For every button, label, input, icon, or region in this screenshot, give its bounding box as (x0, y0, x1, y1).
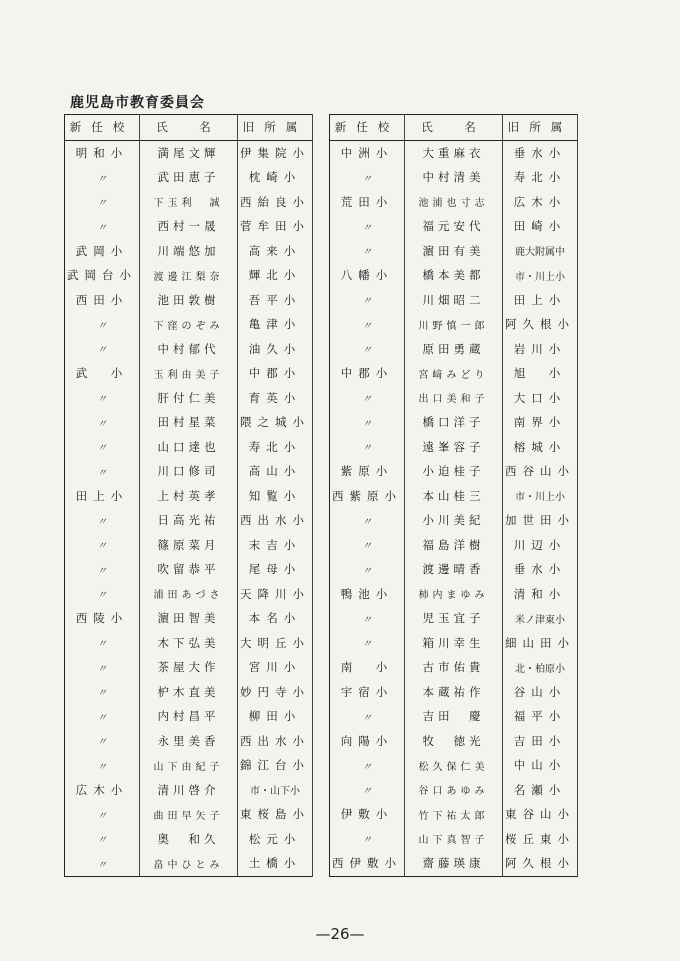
new-school-cell: 〃 (65, 337, 140, 362)
previous-school-cell: 東谷山小 (503, 802, 578, 827)
name-cell: 吉田 慶 (405, 704, 503, 729)
previous-school-cell: 柳田小 (238, 704, 313, 729)
table-row (330, 214, 578, 239)
previous-school-cell: 菅牟田小 (238, 214, 313, 239)
name-cell: 齋藤瑛康 (405, 851, 503, 876)
previous-school-cell: 天降川小 (238, 582, 313, 607)
new-school-cell: 〃 (330, 239, 405, 264)
name-cell: 奥 和久 (140, 827, 238, 852)
previous-school-cell: 輝北小 (238, 263, 313, 288)
new-school-cell: 〃 (65, 410, 140, 435)
table-row (65, 606, 313, 631)
name-cell: 田村星菜 (140, 410, 238, 435)
new-school-cell: 〃 (65, 386, 140, 411)
previous-school-cell: 高山小 (238, 459, 313, 484)
new-school-cell: 西紫原小 (330, 484, 405, 509)
table-row (330, 165, 578, 190)
table-row (65, 557, 313, 582)
new-school-cell: 〃 (65, 508, 140, 533)
previous-school-cell: 岩川小 (503, 337, 578, 362)
previous-school-cell: 南界小 (503, 410, 578, 435)
new-school-cell: 〃 (65, 680, 140, 705)
table-row (65, 312, 313, 337)
name-cell: 内村昌平 (140, 704, 238, 729)
previous-school-cell: 阿久根小 (503, 851, 578, 876)
previous-school-cell: 寿北小 (238, 435, 313, 460)
table-row (65, 410, 313, 435)
new-school-cell: 〃 (65, 165, 140, 190)
new-school-cell: 〃 (65, 631, 140, 656)
table-row (330, 140, 578, 165)
name-cell: 畠中ひとみ (140, 851, 238, 876)
previous-school-cell: 垂水小 (503, 140, 578, 165)
previous-school-cell: 松元小 (238, 827, 313, 852)
new-school-cell: 西伊敷小 (330, 851, 405, 876)
new-school-cell: 〃 (65, 533, 140, 558)
new-school-cell: 〃 (65, 214, 140, 239)
new-school-cell: 〃 (330, 704, 405, 729)
name-cell: 永里美香 (140, 729, 238, 754)
new-school-cell: 〃 (330, 606, 405, 631)
page-number: —26— (315, 925, 365, 943)
new-school-cell: 鴨池小 (330, 582, 405, 607)
previous-school-cell: 市・川上小 (503, 484, 578, 509)
new-school-cell: 〃 (65, 704, 140, 729)
name-cell: 橋本美都 (405, 263, 503, 288)
new-school-cell: 〃 (65, 802, 140, 827)
previous-school-cell: 加世田小 (503, 508, 578, 533)
new-school-cell: 向陽小 (330, 729, 405, 754)
new-school-cell: 〃 (330, 508, 405, 533)
name-cell: 川端悠加 (140, 239, 238, 264)
new-school-cell: 〃 (65, 655, 140, 680)
table-row (65, 753, 313, 778)
new-school-cell: 荒田小 (330, 190, 405, 215)
name-cell: 濵田智美 (140, 606, 238, 631)
name-cell: 宮﨑みどり (405, 361, 503, 386)
name-cell: 下玉利 誠 (140, 190, 238, 215)
table-row (330, 190, 578, 215)
table-row (65, 140, 313, 165)
name-cell: 山口達也 (140, 435, 238, 460)
previous-school-cell: 知覧小 (238, 484, 313, 509)
name-cell: 下窪のぞみ (140, 312, 238, 337)
table-row (330, 410, 578, 435)
name-cell: 木下弘美 (140, 631, 238, 656)
previous-school-cell: 旭 小 (503, 361, 578, 386)
table-row (65, 655, 313, 680)
previous-school-cell: 育英小 (238, 386, 313, 411)
table-row (330, 631, 578, 656)
table-row (65, 704, 313, 729)
header-new-school: 新任校 (65, 115, 140, 141)
previous-school-cell: 西紿良小 (238, 190, 313, 215)
previous-school-cell: 福平小 (503, 704, 578, 729)
name-cell: 渡邊晴香 (405, 557, 503, 582)
name-cell: 松久保仁美 (405, 753, 503, 778)
new-school-cell: 宇宿小 (330, 680, 405, 705)
new-school-cell: 〃 (330, 214, 405, 239)
table-row (330, 704, 578, 729)
table-row (330, 729, 578, 754)
previous-school-cell: 土橋小 (238, 851, 313, 876)
previous-school-cell: 中山小 (503, 753, 578, 778)
name-cell: 原田勇蔵 (405, 337, 503, 362)
name-cell: 福元安代 (405, 214, 503, 239)
new-school-cell: 〃 (65, 827, 140, 852)
previous-school-cell: 大明丘小 (238, 631, 313, 656)
previous-school-cell: 西出水小 (238, 729, 313, 754)
table-row (65, 263, 313, 288)
new-school-cell: 〃 (65, 582, 140, 607)
previous-school-cell: 隈之城小 (238, 410, 313, 435)
table-row (330, 851, 578, 876)
new-school-cell: 〃 (65, 190, 140, 215)
new-school-cell: 〃 (65, 459, 140, 484)
previous-school-cell: 米ノ津東小 (503, 606, 578, 631)
name-cell: 渡邊江梨奈 (140, 263, 238, 288)
table-row (330, 753, 578, 778)
table-row (65, 435, 313, 460)
name-cell: 枦木直美 (140, 680, 238, 705)
table-row (65, 778, 313, 803)
previous-school-cell: 鹿大附属中 (503, 239, 578, 264)
table-row (330, 263, 578, 288)
name-cell: 柿内まゆみ (405, 582, 503, 607)
new-school-cell: 〃 (330, 337, 405, 362)
table-row (330, 582, 578, 607)
name-cell: 中村清美 (405, 165, 503, 190)
name-cell: 竹下祐太郎 (405, 802, 503, 827)
name-cell: 曲田早矢子 (140, 802, 238, 827)
previous-school-cell: 北・柏原小 (503, 655, 578, 680)
name-cell: 遠峯容子 (405, 435, 503, 460)
name-cell: 福島洋樹 (405, 533, 503, 558)
page-title: 鹿児島市教育委員会 (70, 95, 205, 111)
table-row (330, 288, 578, 313)
table-row (330, 606, 578, 631)
name-cell: 浦田あづさ (140, 582, 238, 607)
table-row (65, 214, 313, 239)
name-cell: 古市佑貴 (405, 655, 503, 680)
previous-school-cell: 田上小 (503, 288, 578, 313)
table-row (330, 508, 578, 533)
previous-school-cell: 田崎小 (503, 214, 578, 239)
table-row (65, 680, 313, 705)
name-cell: 出口美和子 (405, 386, 503, 411)
table-row (65, 386, 313, 411)
name-cell: 箱川幸生 (405, 631, 503, 656)
table-row (330, 778, 578, 803)
new-school-cell: 武 小 (65, 361, 140, 386)
name-cell: 小迫桂子 (405, 459, 503, 484)
table-row (330, 386, 578, 411)
previous-school-cell: 末吉小 (238, 533, 313, 558)
new-school-cell: 〃 (65, 557, 140, 582)
name-cell: 武田恵子 (140, 165, 238, 190)
previous-school-cell: 市・山下小 (238, 778, 313, 803)
previous-school-cell: 高来小 (238, 239, 313, 264)
table-row (65, 190, 313, 215)
previous-school-cell: 尾母小 (238, 557, 313, 582)
table-row (65, 459, 313, 484)
previous-school-cell: 亀津小 (238, 312, 313, 337)
previous-school-cell: 清和小 (503, 582, 578, 607)
name-cell: 茶屋大作 (140, 655, 238, 680)
previous-school-cell: 西谷山小 (503, 459, 578, 484)
table-row (65, 288, 313, 313)
previous-school-cell: 細山田小 (503, 631, 578, 656)
new-school-cell: 西田小 (65, 288, 140, 313)
name-cell: 玉利由美子 (140, 361, 238, 386)
table-row (65, 802, 313, 827)
table-row (330, 557, 578, 582)
new-school-cell: 南 小 (330, 655, 405, 680)
name-cell: 本山桂三 (405, 484, 503, 509)
new-school-cell: 〃 (330, 631, 405, 656)
name-cell: 清川啓介 (140, 778, 238, 803)
table-row (65, 533, 313, 558)
new-school-cell: 〃 (330, 386, 405, 411)
new-school-cell: 〃 (330, 778, 405, 803)
new-school-cell: 〃 (65, 851, 140, 876)
table-row (330, 312, 578, 337)
new-school-cell: 〃 (330, 827, 405, 852)
table-row (65, 484, 313, 509)
previous-school-cell: 西出水小 (238, 508, 313, 533)
table-row (330, 533, 578, 558)
previous-school-cell: 妙円寺小 (238, 680, 313, 705)
name-cell: 小川美紀 (405, 508, 503, 533)
previous-school-cell: 市・川上小 (503, 263, 578, 288)
previous-school-cell: 阿久根小 (503, 312, 578, 337)
name-cell: 肝付仁美 (140, 386, 238, 411)
name-cell: 満尾文輝 (140, 140, 238, 165)
name-cell: 川畑昭二 (405, 288, 503, 313)
new-school-cell: 〃 (65, 435, 140, 460)
previous-school-cell: 川辺小 (503, 533, 578, 558)
previous-school-cell: 谷山小 (503, 680, 578, 705)
name-cell: 吹留恭平 (140, 557, 238, 582)
new-school-cell: 西陵小 (65, 606, 140, 631)
previous-school-cell: 中郡小 (238, 361, 313, 386)
table-row (330, 435, 578, 460)
table-row (330, 680, 578, 705)
name-cell: 山下真智子 (405, 827, 503, 852)
name-cell: 山下由紀子 (140, 753, 238, 778)
table-row (330, 827, 578, 852)
staff-table-right (329, 114, 578, 877)
new-school-cell: 田上小 (65, 484, 140, 509)
name-cell: 上村英孝 (140, 484, 238, 509)
new-school-cell: 武岡小 (65, 239, 140, 264)
new-school-cell: 〃 (65, 753, 140, 778)
table-row (330, 337, 578, 362)
previous-school-cell: 吉田小 (503, 729, 578, 754)
name-cell: 牧 徳光 (405, 729, 503, 754)
table-row (65, 239, 313, 264)
name-cell: 中村郁代 (140, 337, 238, 362)
previous-school-cell: 榕城小 (503, 435, 578, 460)
new-school-cell: 中郡小 (330, 361, 405, 386)
previous-school-cell: 垂水小 (503, 557, 578, 582)
previous-school-cell: 東桜島小 (238, 802, 313, 827)
new-school-cell: 〃 (330, 165, 405, 190)
name-cell: 西村一晟 (140, 214, 238, 239)
new-school-cell: 武岡台小 (65, 263, 140, 288)
new-school-cell: 〃 (330, 410, 405, 435)
table-row (65, 851, 313, 876)
table-row (330, 802, 578, 827)
name-cell: 日高光祐 (140, 508, 238, 533)
name-cell: 川口修司 (140, 459, 238, 484)
previous-school-cell: 桜丘東小 (503, 827, 578, 852)
new-school-cell: 〃 (330, 435, 405, 460)
header-new-school: 新任校 (330, 115, 405, 141)
new-school-cell: 〃 (330, 557, 405, 582)
new-school-cell: 伊敷小 (330, 802, 405, 827)
name-cell: 児玉宜子 (405, 606, 503, 631)
previous-school-cell: 宮川小 (238, 655, 313, 680)
previous-school-cell: 錦江台小 (238, 753, 313, 778)
table-row (65, 165, 313, 190)
new-school-cell: 〃 (65, 729, 140, 754)
name-cell: 橋口洋子 (405, 410, 503, 435)
name-cell: 篠原菜月 (140, 533, 238, 558)
new-school-cell: 八幡小 (330, 263, 405, 288)
new-school-cell: 〃 (330, 288, 405, 313)
table-row (330, 484, 578, 509)
staff-table-left (64, 114, 313, 877)
table-row (330, 459, 578, 484)
previous-school-cell: 枕崎小 (238, 165, 313, 190)
name-cell: 濵田有美 (405, 239, 503, 264)
new-school-cell: 紫原小 (330, 459, 405, 484)
previous-school-cell: 伊集院小 (238, 140, 313, 165)
previous-school-cell: 寿北小 (503, 165, 578, 190)
header-previous-school: 旧所属 (503, 115, 578, 141)
previous-school-cell: 本名小 (238, 606, 313, 631)
table-row (330, 361, 578, 386)
new-school-cell: 〃 (65, 312, 140, 337)
previous-school-cell: 油久小 (238, 337, 313, 362)
header-name: 氏 名 (405, 115, 503, 141)
table-row (330, 655, 578, 680)
header-previous-school: 旧所属 (238, 115, 313, 141)
name-cell: 本蔵祐作 (405, 680, 503, 705)
previous-school-cell: 吾平小 (238, 288, 313, 313)
new-school-cell: 広木小 (65, 778, 140, 803)
table-row (330, 239, 578, 264)
table-row (65, 631, 313, 656)
new-school-cell: 明和小 (65, 140, 140, 165)
name-cell: 川野慎一郎 (405, 312, 503, 337)
name-cell: 谷口あゆみ (405, 778, 503, 803)
new-school-cell: 〃 (330, 533, 405, 558)
previous-school-cell: 広木小 (503, 190, 578, 215)
name-cell: 池浦也寸志 (405, 190, 503, 215)
previous-school-cell: 名瀬小 (503, 778, 578, 803)
table-row (65, 337, 313, 362)
table-row (65, 729, 313, 754)
name-cell: 大重麻衣 (405, 140, 503, 165)
new-school-cell: 中洲小 (330, 140, 405, 165)
new-school-cell: 〃 (330, 753, 405, 778)
new-school-cell: 〃 (330, 312, 405, 337)
previous-school-cell: 大口小 (503, 386, 578, 411)
name-cell: 池田敦樹 (140, 288, 238, 313)
header-name: 氏 名 (140, 115, 238, 141)
table-row (65, 508, 313, 533)
table-row (65, 582, 313, 607)
table-row (65, 361, 313, 386)
table-row (65, 827, 313, 852)
